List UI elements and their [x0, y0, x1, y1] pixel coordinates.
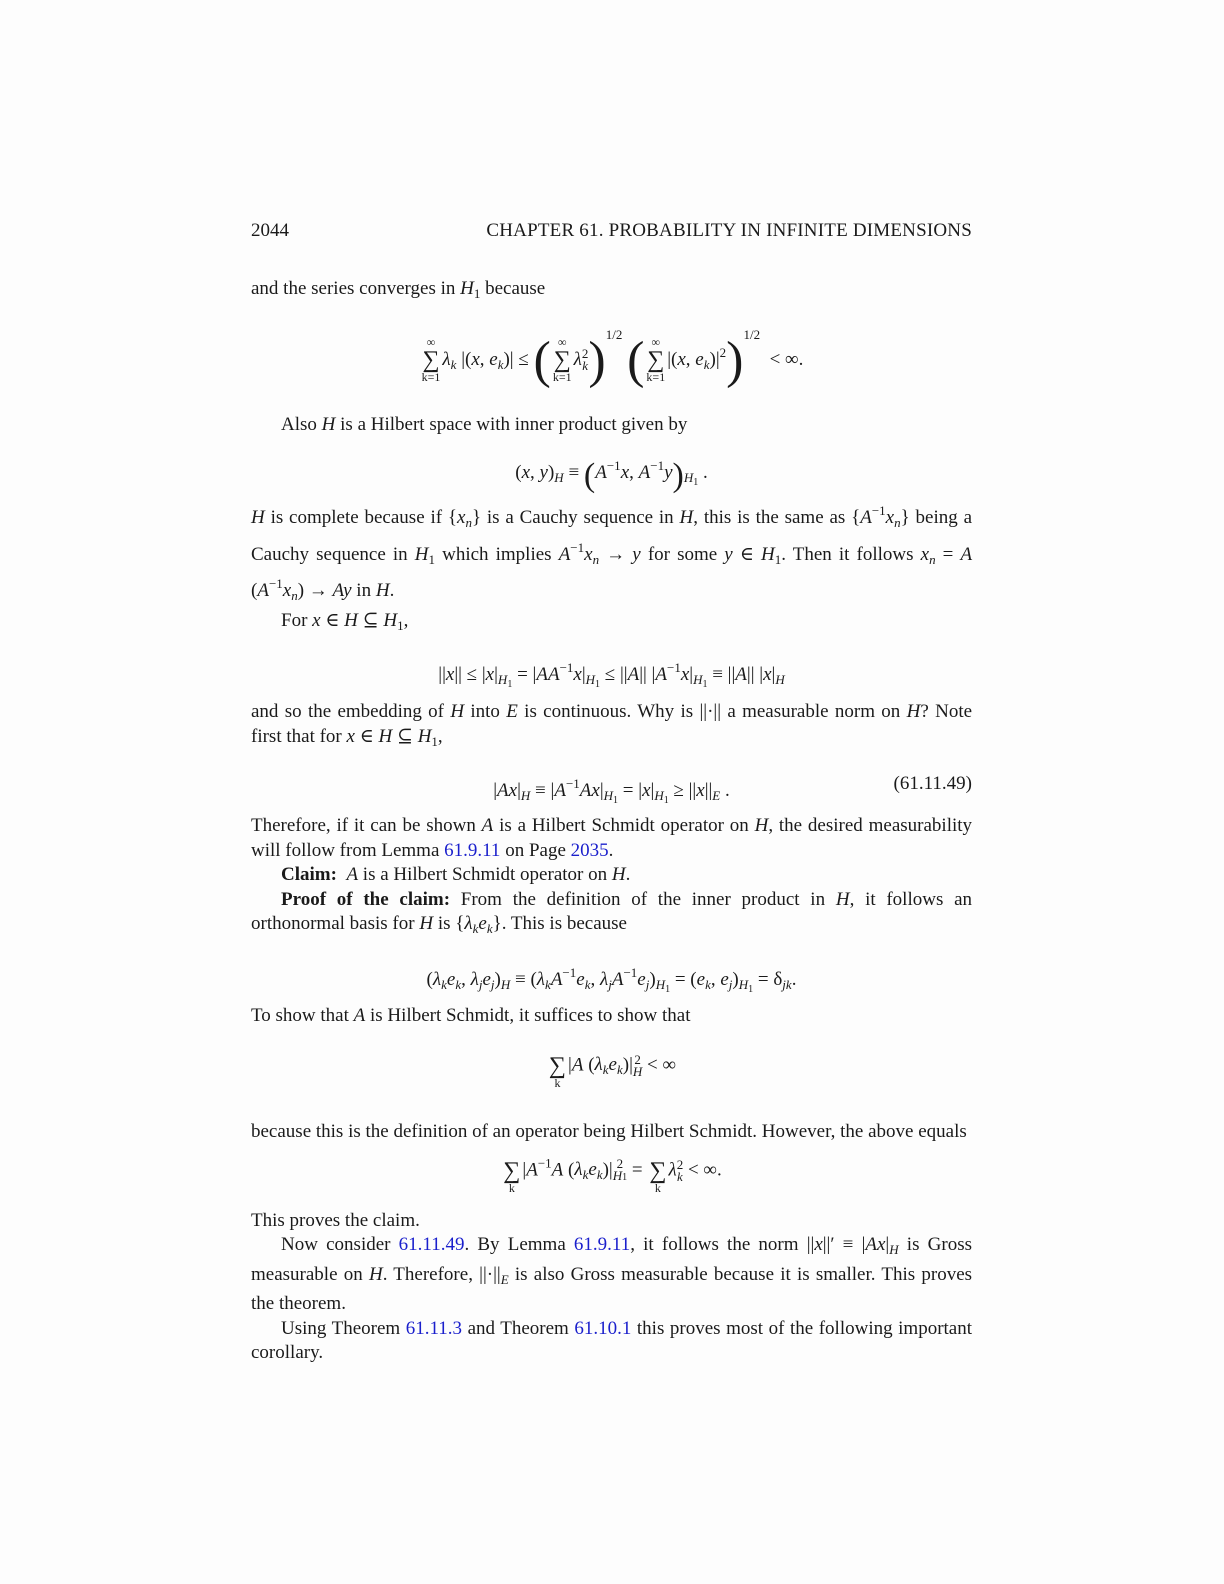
paragraph: Therefore, if it can be shown A is a Hilbert Schmidt operator on H, the desired measurability will follow from Lemma 61.9.11 on Page 2035. [251, 815, 973, 861]
page-link[interactable]: 2035 [570, 839, 609, 861]
equation-61-11-49: $|Ax|_H \equiv |A^{-1}Ax|_{H1} = |x|_{H1} \ge ||x||_E$ . (61.11.49) [251, 760, 972, 808]
paragraph: Also H is a Hilbert space with inner product given by [281, 413, 688, 435]
paragraph: To show that A is Hilbert Schmidt, it suffices to show that [251, 1004, 691, 1026]
equation-series-bound: ∞ ∑ k=1 $\lambda_k$ |(x, $e_k)|$ ≤ ( ∞ ∑ k=1 λ 2 k )$^{1/2}$ ( ∞ ∑ k=1 |(x, $e_k)|^2)^{1/2}$ < ∞. [421, 326, 804, 389]
paragraph: Now consider 61.11.49. By Lemma 61.9.11, it follows the norm $||x||' \equiv |Ax|_H$ is Gross measurable on H. Therefore, $||\cdot||_E$ is also Gross measurable because it is smaller. This proves the theorem. [251, 1234, 973, 1314]
equation-embedding: $||x|| \le |x|_{H1} = |AA^{-1}x|_{H1} \le ||A||$ $|A^{-1}x|_{H1} \equiv ||A||$ $|x|_H$ [438, 660, 785, 690]
paragraph: and the series converges in $H_1$ because [251, 278, 546, 301]
paragraph: because this is the definition of an operator being Hilbert Schmidt. However, the above equals [251, 1121, 967, 1142]
equation-number: (61.11.49) [893, 773, 972, 794]
paragraph: This proves the claim. [251, 1209, 420, 1231]
paragraph: H is complete because if $\{x_n\}$ is a Cauchy sequence in H, this is the same as $\{A^{-1}x_n\}$ being a Cauchy sequence in $H_1$ which implies $A^{-1}x_n \to y$ for some y ∈ $H_1$. Then it follows $x_n = A$ $(A^{-1}x_n) \to Ay$ in H. [251, 503, 973, 603]
page-number: 2044 [251, 220, 289, 241]
equation-hs-equals: ∑ k $|A^{-1}A$ $(\lambda_ke_k)|$ 2 H1 = ∑ k λ 2 k < ∞. [503, 1154, 722, 1195]
page-body [251, 277, 972, 1366]
equation-hs-sum: ∑ k |A $(\lambda_ke_k)|$ 2 H < ∞ [548, 1052, 677, 1090]
lemma-link[interactable]: 61.9.11 [444, 839, 501, 861]
claim: Claim: A is a Hilbert Schmidt operator on H. [281, 864, 631, 885]
equation-orthonormal: ($\lambda_ke_k$, $\lambda_je_j)_H \equiv (\lambda_kA^{-1}e_k$, $\lambda_jA^{-1}e_j)_{H1} = (e_k$, $e_j)_{H1} = \delta_{jk}$. [426, 964, 797, 995]
running-header [251, 220, 972, 248]
theorem-link[interactable]: 61.11.3 [405, 1317, 463, 1339]
chapter-title: CHAPTER 61. PROBABILITY IN INFINITE DIMENSIONS [486, 220, 972, 241]
paragraph: and so the embedding of H into E is continuous. Why is ||·|| a measurable norm on H? Note first that for x ∈ H ⊆ $H_1$, [251, 701, 973, 749]
equation-link[interactable]: 61.11.49 [398, 1234, 465, 1255]
lemma-link[interactable]: 61.9.11 [573, 1234, 631, 1255]
paragraph: Using Theorem 61.11.3 and Theorem 61.10.1 this proves most of the following important corollary. [251, 1317, 973, 1363]
theorem-link[interactable]: 61.10.1 [574, 1317, 632, 1339]
paragraph: For x ∈ H ⊆ $H_1$, [281, 609, 409, 633]
proof-paragraph: Proof of the claim: From the definition of the inner product in H, it follows an orthonormal basis for H is $\{\lambda_ke_k\}$. This is because [251, 888, 973, 936]
equation-inner-product: (x, $y)_H \equiv (A^{-1}x$, $A^{-1}y)_{H1}$ . [515, 457, 708, 494]
